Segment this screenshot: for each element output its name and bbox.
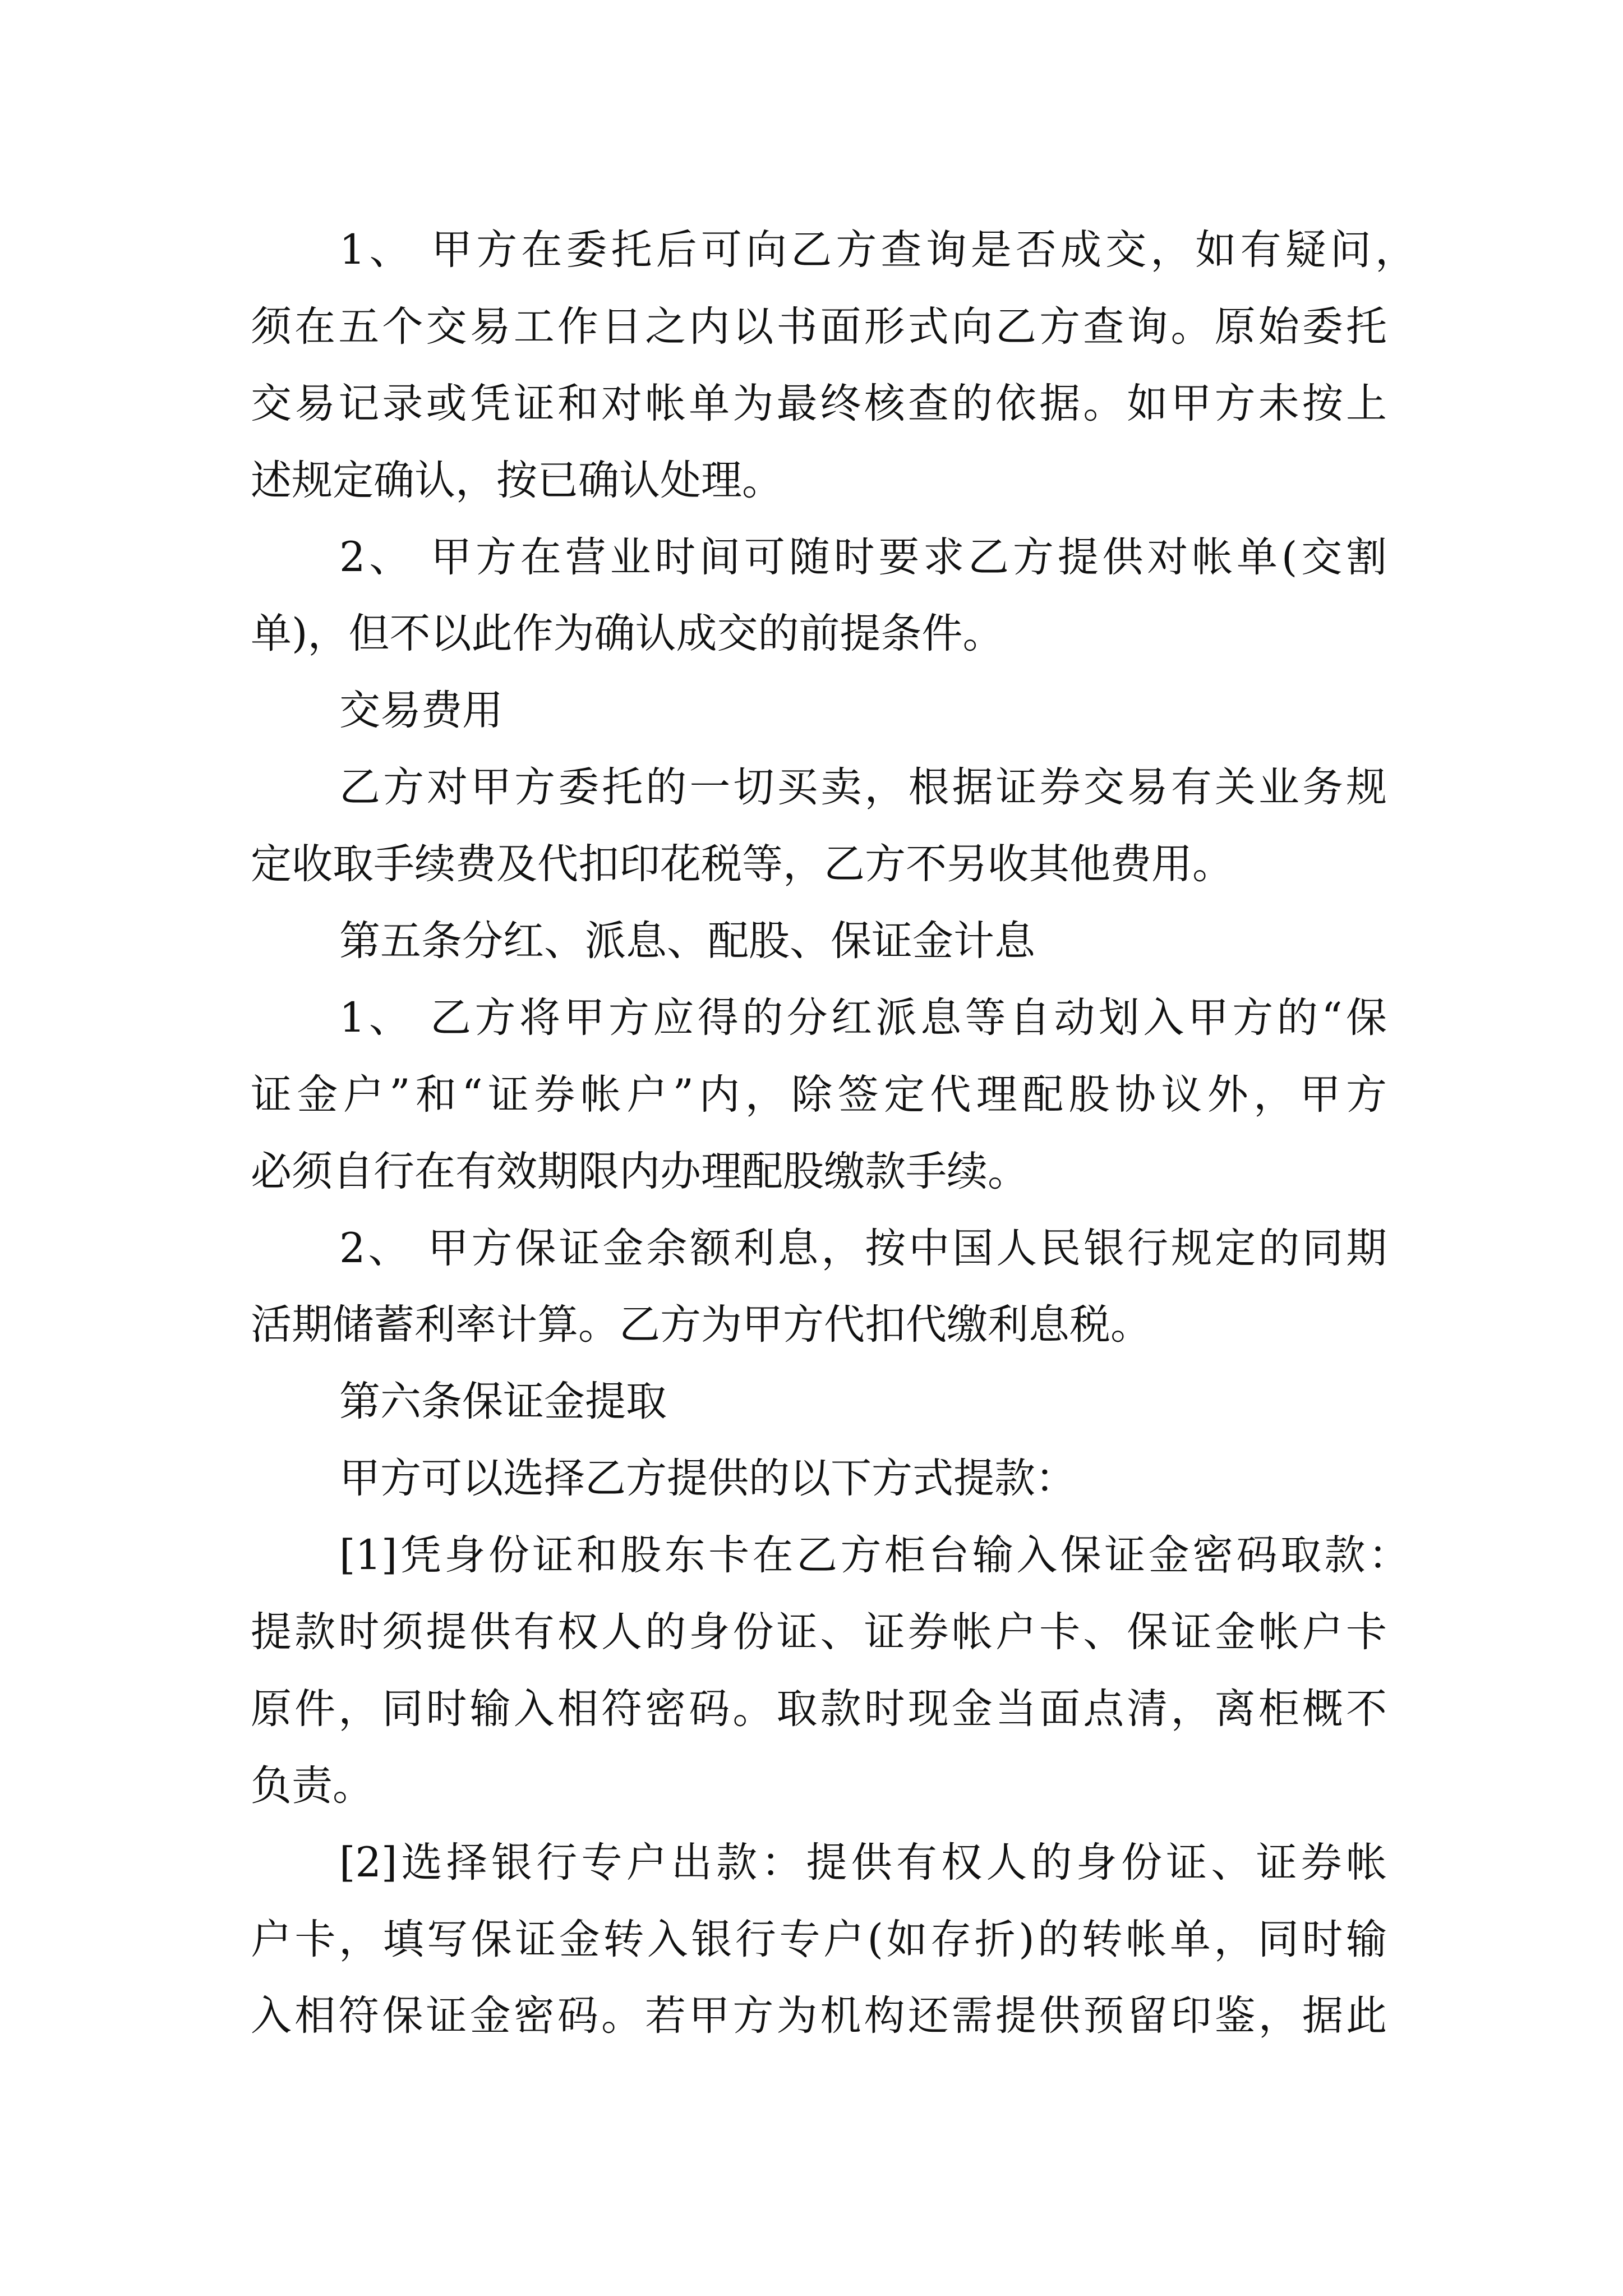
paragraph-line: 入相符保证金密码。若甲方为机构还需提供预留印鉴，据此 bbox=[251, 1992, 1387, 2040]
paragraph-line: [2]选择银行专户出款：提供有权人的身份证、证券帐 bbox=[339, 1838, 1387, 1887]
section-heading: 第六条保证金提取 bbox=[339, 1378, 667, 1426]
paragraph-withdrawal-method-2 bbox=[251, 1825, 1387, 2055]
paragraph-line: 2、 甲方保证金余额利息，按中国人民银行规定的同期 bbox=[339, 1224, 1387, 1272]
section-heading-article-6 bbox=[251, 1364, 1387, 1441]
paragraph-withdrawal-intro bbox=[251, 1441, 1387, 1517]
paragraph-line: 原件，同时输入相符密码。取款时现金当面点清，离柜概不 bbox=[251, 1685, 1387, 1733]
section-heading-trading-fees bbox=[251, 673, 1387, 749]
paragraph-line: 须在五个交易工作日之内以书面形式向乙方查询。原始委托 bbox=[251, 302, 1387, 351]
paragraph-line: 证金户”和“证券帐户”内，除签定代理配股协议外，甲方 bbox=[251, 1070, 1387, 1119]
paragraph-line: 述规定确认，按已确认处理。 bbox=[251, 456, 783, 504]
paragraph-dividend-transfer bbox=[251, 980, 1387, 1211]
paragraph-deposit-interest bbox=[251, 1211, 1387, 1364]
paragraph-line: [1]凭身份证和股东卡在乙方柜台输入保证金密码取款： bbox=[339, 1531, 1409, 1580]
paragraph-line: 提款时须提供有权人的身份证、证券帐户卡、保证金帐户卡 bbox=[251, 1608, 1387, 1657]
paragraph-line: 定收取手续费及代扣印花税等，乙方不另收其他费用。 bbox=[251, 840, 1233, 889]
paragraph-line: 必须自行在有效期限内办理配股缴款手续。 bbox=[251, 1147, 1029, 1195]
paragraph-withdrawal-method-1 bbox=[251, 1517, 1409, 1825]
section-heading: 交易费用 bbox=[339, 687, 503, 735]
paragraph-line: 户卡，填写保证金转入银行专户(如存折)的转帐单，同时输 bbox=[251, 1915, 1387, 1963]
section-heading-article-5 bbox=[251, 903, 1387, 980]
paragraph-confirm-trade-query bbox=[251, 212, 1416, 519]
document-body bbox=[251, 212, 1416, 2055]
paragraph-line: 1、 甲方在委托后可向乙方查询是否成交，如有疑问， bbox=[339, 226, 1416, 274]
paragraph-fee-terms bbox=[251, 749, 1387, 903]
paragraph-line: 单)，但不以此作为确认成交的前提条件。 bbox=[251, 610, 1004, 658]
paragraph-line: 甲方可以选择乙方提供的以下方式提款： bbox=[339, 1455, 1076, 1503]
paragraph-statement-request bbox=[251, 519, 1387, 673]
paragraph-line: 乙方对甲方委托的一切买卖，根据证券交易有关业务规 bbox=[339, 763, 1387, 812]
paragraph-line: 活期储蓄利率计算。乙方为甲方代扣代缴利息税。 bbox=[251, 1301, 1151, 1349]
section-heading: 第五条分红、派息、配股、保证金计息 bbox=[339, 917, 1035, 965]
paragraph-line: 交易记录或凭证和对帐单为最终核查的依据。如甲方未按上 bbox=[251, 379, 1387, 427]
paragraph-line: 1、 乙方将甲方应得的分红派息等自动划入甲方的“保 bbox=[339, 993, 1387, 1042]
paragraph-line: 2、 甲方在营业时间可随时要求乙方提供对帐单(交割 bbox=[339, 533, 1387, 581]
paragraph-line: 负责。 bbox=[251, 1761, 374, 1810]
